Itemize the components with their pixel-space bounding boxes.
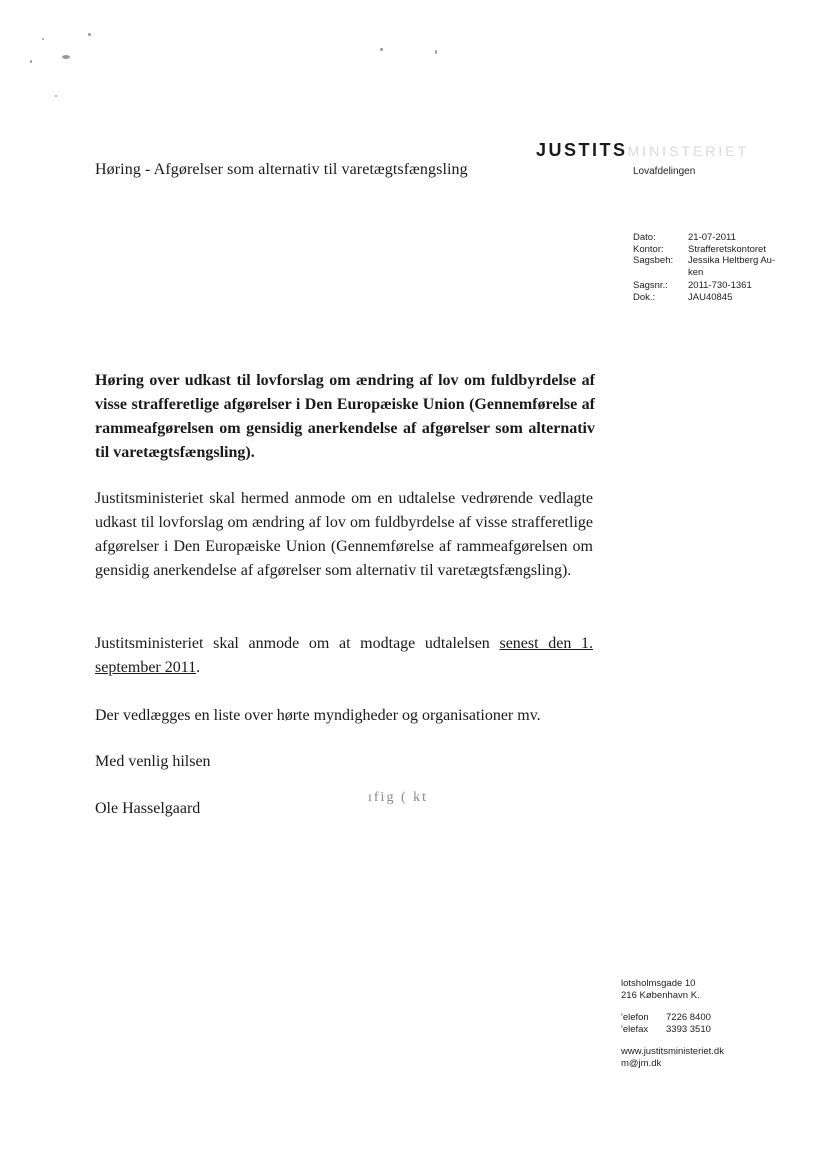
postal-address bbox=[621, 978, 724, 1002]
meta-row bbox=[633, 292, 788, 304]
meta-row bbox=[633, 267, 788, 279]
website: www.justitsministeriet.dk bbox=[621, 1046, 724, 1057]
phone-block bbox=[621, 1012, 724, 1036]
meta-value: 2011-730-1361 bbox=[688, 280, 752, 291]
meta-label: Dato: bbox=[633, 232, 656, 243]
logo-bold-text: JUSTITS bbox=[536, 140, 628, 160]
meta-value: Jessika Heltberg Au- bbox=[688, 255, 776, 266]
meta-value: JAU40845 bbox=[688, 291, 733, 303]
closing-salutation: Med venlig hilsen bbox=[95, 753, 211, 770]
subject-line: Høring - Afgørelser som alternativ til varetægtsfængsling bbox=[95, 161, 468, 178]
meta-row bbox=[633, 232, 788, 244]
letter-heading: Høring over udkast til lovforslag om ændring af lov om fuldbyrdelse af visse strafferetlige afgørelser i Den Europæiske Union (Gennemførelse af rammeafgørelsen om gensidig anerkendelse af afgørelser som alternativ til varetægtsfængsling). bbox=[95, 372, 595, 461]
signature-name: Ole Hasselgaard bbox=[95, 800, 201, 817]
scan-speck bbox=[42, 38, 44, 40]
phone-label: 'elefon bbox=[621, 1012, 649, 1023]
meta-row bbox=[633, 255, 788, 267]
ministry-logo bbox=[536, 140, 749, 161]
scan-speck bbox=[30, 60, 32, 63]
scan-speck bbox=[88, 33, 91, 36]
ministry-address bbox=[621, 978, 724, 1080]
meta-label: Sagsnr.: bbox=[633, 280, 668, 291]
department-name: Lovafdelingen bbox=[633, 166, 696, 177]
signature-scan-artifact: ıfig ( kt bbox=[368, 790, 428, 805]
case-metadata bbox=[633, 232, 788, 303]
city: 216 København K. bbox=[621, 990, 700, 1001]
fax-row bbox=[621, 1024, 724, 1036]
scan-speck bbox=[435, 50, 437, 54]
phone-number: 7226 8400 bbox=[666, 1012, 711, 1023]
meta-row bbox=[633, 244, 788, 256]
meta-value: Strafferetskontoret bbox=[688, 243, 766, 255]
paragraph-attachment: Der vedlægges en liste over hørte myndigheder og organisationer mv. bbox=[95, 707, 541, 724]
meta-label: Dok.: bbox=[633, 291, 656, 303]
scan-speck bbox=[55, 95, 57, 97]
meta-label: Sagsbeh: bbox=[633, 255, 674, 266]
phone-row bbox=[621, 1012, 724, 1024]
logo-faded-text: MINISTERIET bbox=[627, 143, 750, 159]
fax-number: 3393 3510 bbox=[666, 1024, 711, 1035]
paragraph-request: Justitsministeriet skal hermed anmode om en udtalelse vedrørende vedlagte udkast til lovforslag om ændring af lov om fuldbyrdelse af visse strafferetlige afgørelser i Den Europæiske Union (Gennemførelse af rammeafgørelsen om gensidig anerkendelse af afgørelser som alternativ til varetægtsfængsling). bbox=[95, 490, 593, 579]
deadline-period: . bbox=[196, 659, 201, 676]
street: lotsholmsgade 10 bbox=[621, 978, 696, 989]
deadline-date: senest den 1. september 2011 bbox=[95, 635, 593, 676]
email: m@jm.dk bbox=[621, 1058, 662, 1069]
meta-value: 21-07-2011 bbox=[688, 232, 736, 243]
deadline-text: Justitsministeriet skal anmode om at modtage udtalelsen bbox=[95, 635, 500, 652]
meta-label: Kontor: bbox=[633, 243, 664, 255]
web-block bbox=[621, 1046, 724, 1070]
meta-value: ken bbox=[688, 266, 704, 278]
meta-row bbox=[633, 280, 788, 292]
meta-label bbox=[633, 267, 688, 279]
paragraph-deadline bbox=[95, 632, 593, 680]
scan-speck bbox=[380, 48, 383, 51]
scan-speck bbox=[62, 55, 70, 59]
fax-label: 'elefax bbox=[621, 1024, 649, 1035]
